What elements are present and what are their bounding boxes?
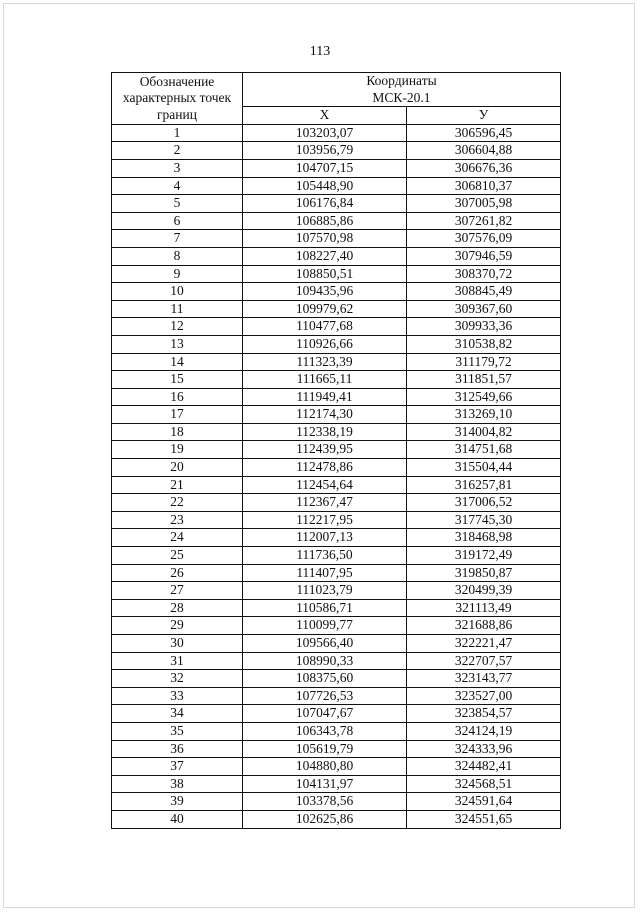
y-coordinate-cell: 314004,82: [407, 423, 561, 441]
header-coords-line1: Координаты: [366, 73, 437, 88]
header-x: X: [243, 107, 407, 125]
point-number-cell: 36: [112, 740, 243, 758]
table-row: [112, 564, 561, 582]
page-number: 113: [309, 44, 331, 59]
point-number-cell: 1: [112, 124, 243, 142]
y-coordinate-cell: 312549,66: [407, 388, 561, 406]
table-row: [112, 511, 561, 529]
table-row: [112, 195, 561, 213]
y-coordinate-cell: 323854,57: [407, 705, 561, 723]
header-coordinates: [243, 73, 561, 107]
table-row: [112, 476, 561, 494]
y-coordinate-cell: 324591,64: [407, 793, 561, 811]
y-coordinate-cell: 324333,96: [407, 740, 561, 758]
x-coordinate-cell: 110477,68: [243, 318, 407, 336]
y-coordinate-cell: 321113,49: [407, 599, 561, 617]
y-coordinate-cell: 319172,49: [407, 547, 561, 565]
y-coordinate-cell: 323527,00: [407, 687, 561, 705]
header-points-line1: Обозначение: [139, 73, 215, 89]
point-number-cell: 26: [112, 564, 243, 582]
table-row: [112, 652, 561, 670]
table-row: [112, 635, 561, 653]
y-coordinate-cell: 319850,87: [407, 564, 561, 582]
point-number-cell: 37: [112, 758, 243, 776]
table-row: [112, 177, 561, 195]
point-number-cell: 24: [112, 529, 243, 547]
point-number-cell: 40: [112, 810, 243, 828]
table-row: [112, 793, 561, 811]
point-number-cell: 2: [112, 142, 243, 160]
table-row: [112, 406, 561, 424]
point-number-cell: 11: [112, 300, 243, 318]
point-number-cell: 15: [112, 371, 243, 389]
x-coordinate-cell: 106343,78: [243, 722, 407, 740]
x-coordinate-cell: 105619,79: [243, 740, 407, 758]
x-coordinate-cell: 111665,11: [243, 371, 407, 389]
point-number-cell: 31: [112, 652, 243, 670]
x-coordinate-cell: 112217,95: [243, 511, 407, 529]
table-row: [112, 230, 561, 248]
table-row: [112, 670, 561, 688]
x-coordinate-cell: 109566,40: [243, 635, 407, 653]
point-number-cell: 8: [112, 247, 243, 265]
x-coordinate-cell: 112174,30: [243, 406, 407, 424]
point-number-cell: 19: [112, 441, 243, 459]
table-row: [112, 758, 561, 776]
table-row: [112, 740, 561, 758]
point-number-cell: 27: [112, 582, 243, 600]
y-coordinate-cell: 317006,52: [407, 494, 561, 512]
y-coordinate-cell: 318468,98: [407, 529, 561, 547]
table-row: [112, 142, 561, 160]
point-number-cell: 33: [112, 687, 243, 705]
y-coordinate-cell: 314751,68: [407, 441, 561, 459]
point-number-cell: 30: [112, 635, 243, 653]
x-coordinate-cell: 106885,86: [243, 212, 407, 230]
x-coordinate-cell: 103203,07: [243, 124, 407, 142]
y-coordinate-cell: 307005,98: [407, 195, 561, 213]
x-coordinate-cell: 106176,84: [243, 195, 407, 213]
point-number-cell: 7: [112, 230, 243, 248]
x-coordinate-cell: 112338,19: [243, 423, 407, 441]
x-coordinate-cell: 110586,71: [243, 599, 407, 617]
y-coordinate-cell: 310538,82: [407, 335, 561, 353]
x-coordinate-cell: 108850,51: [243, 265, 407, 283]
table-row: [112, 547, 561, 565]
point-number-cell: 9: [112, 265, 243, 283]
y-coordinate-cell: 306810,37: [407, 177, 561, 195]
table-row: [112, 705, 561, 723]
point-number-cell: 17: [112, 406, 243, 424]
table-row: [112, 353, 561, 371]
point-number-cell: 25: [112, 547, 243, 565]
y-coordinate-cell: 320499,39: [407, 582, 561, 600]
point-number-cell: 39: [112, 793, 243, 811]
table-row: [112, 423, 561, 441]
point-number-cell: 16: [112, 388, 243, 406]
point-number-cell: 28: [112, 599, 243, 617]
y-coordinate-cell: 324482,41: [407, 758, 561, 776]
x-coordinate-cell: 111736,50: [243, 547, 407, 565]
header-points-line2: характерных точек: [122, 90, 232, 106]
x-coordinate-cell: 112478,86: [243, 459, 407, 477]
table-row: [112, 388, 561, 406]
x-coordinate-cell: 104707,15: [243, 159, 407, 177]
table-row: [112, 459, 561, 477]
x-coordinate-cell: 108375,60: [243, 670, 407, 688]
y-coordinate-cell: 307946,59: [407, 247, 561, 265]
point-number-cell: 21: [112, 476, 243, 494]
x-coordinate-cell: 108990,33: [243, 652, 407, 670]
table-row: [112, 318, 561, 336]
point-number-cell: 3: [112, 159, 243, 177]
header-points: [112, 73, 243, 125]
point-number-cell: 4: [112, 177, 243, 195]
table-row: [112, 775, 561, 793]
point-number-cell: 20: [112, 459, 243, 477]
x-coordinate-cell: 105448,90: [243, 177, 407, 195]
header-y: У: [407, 107, 561, 125]
table-row: [112, 494, 561, 512]
x-coordinate-cell: 111323,39: [243, 353, 407, 371]
y-coordinate-cell: 322707,57: [407, 652, 561, 670]
point-number-cell: 22: [112, 494, 243, 512]
y-coordinate-cell: 307576,09: [407, 230, 561, 248]
y-coordinate-cell: 308370,72: [407, 265, 561, 283]
point-number-cell: 32: [112, 670, 243, 688]
x-coordinate-cell: 112439,95: [243, 441, 407, 459]
point-number-cell: 14: [112, 353, 243, 371]
table-row: [112, 617, 561, 635]
y-coordinate-cell: 315504,44: [407, 459, 561, 477]
table-row: [112, 599, 561, 617]
x-coordinate-cell: 103956,79: [243, 142, 407, 160]
point-number-cell: 23: [112, 511, 243, 529]
x-coordinate-cell: 111949,41: [243, 388, 407, 406]
table-row: [112, 529, 561, 547]
y-coordinate-cell: 309933,36: [407, 318, 561, 336]
table-row: [112, 283, 561, 301]
header-points-line3: границ: [157, 106, 197, 122]
x-coordinate-cell: 104131,97: [243, 775, 407, 793]
point-number-cell: 12: [112, 318, 243, 336]
point-number-cell: 10: [112, 283, 243, 301]
table-row: [112, 335, 561, 353]
y-coordinate-cell: 316257,81: [407, 476, 561, 494]
point-number-cell: 18: [112, 423, 243, 441]
coordinates-table: [111, 72, 561, 829]
x-coordinate-cell: 102625,86: [243, 810, 407, 828]
y-coordinate-cell: 324551,65: [407, 810, 561, 828]
table-row: [112, 441, 561, 459]
y-coordinate-cell: 306596,45: [407, 124, 561, 142]
y-coordinate-cell: 307261,82: [407, 212, 561, 230]
y-coordinate-cell: 317745,30: [407, 511, 561, 529]
table-row: [112, 159, 561, 177]
table-row: [112, 687, 561, 705]
y-coordinate-cell: 306676,36: [407, 159, 561, 177]
table-row: [112, 300, 561, 318]
x-coordinate-cell: 107047,67: [243, 705, 407, 723]
y-coordinate-cell: 306604,88: [407, 142, 561, 160]
x-coordinate-cell: 112367,47: [243, 494, 407, 512]
y-coordinate-cell: 309367,60: [407, 300, 561, 318]
x-coordinate-cell: 111023,79: [243, 582, 407, 600]
table-row: [112, 124, 561, 142]
x-coordinate-cell: 110926,66: [243, 335, 407, 353]
header-coords-line2: МСК-20.1: [372, 89, 431, 105]
y-coordinate-cell: 311179,72: [407, 353, 561, 371]
point-number-cell: 38: [112, 775, 243, 793]
y-coordinate-cell: 308845,49: [407, 283, 561, 301]
x-coordinate-cell: 109435,96: [243, 283, 407, 301]
y-coordinate-cell: 322221,47: [407, 635, 561, 653]
table-row: [112, 247, 561, 265]
x-coordinate-cell: 107570,98: [243, 230, 407, 248]
table-row: [112, 371, 561, 389]
x-coordinate-cell: 107726,53: [243, 687, 407, 705]
x-coordinate-cell: 103378,56: [243, 793, 407, 811]
x-coordinate-cell: 110099,77: [243, 617, 407, 635]
x-coordinate-cell: 109979,62: [243, 300, 407, 318]
point-number-cell: 34: [112, 705, 243, 723]
table-row: [112, 810, 561, 828]
point-number-cell: 35: [112, 722, 243, 740]
y-coordinate-cell: 321688,86: [407, 617, 561, 635]
y-coordinate-cell: 323143,77: [407, 670, 561, 688]
x-coordinate-cell: 108227,40: [243, 247, 407, 265]
point-number-cell: 13: [112, 335, 243, 353]
point-number-cell: 5: [112, 195, 243, 213]
table-row: [112, 212, 561, 230]
table-body: [112, 124, 561, 828]
table-row: [112, 265, 561, 283]
y-coordinate-cell: 324568,51: [407, 775, 561, 793]
x-coordinate-cell: 104880,80: [243, 758, 407, 776]
y-coordinate-cell: 324124,19: [407, 722, 561, 740]
point-number-cell: 29: [112, 617, 243, 635]
x-coordinate-cell: 112454,64: [243, 476, 407, 494]
y-coordinate-cell: 313269,10: [407, 406, 561, 424]
y-coordinate-cell: 311851,57: [407, 371, 561, 389]
point-number-cell: 6: [112, 212, 243, 230]
x-coordinate-cell: 112007,13: [243, 529, 407, 547]
x-coordinate-cell: 111407,95: [243, 564, 407, 582]
table-row: [112, 722, 561, 740]
table-row: [112, 582, 561, 600]
